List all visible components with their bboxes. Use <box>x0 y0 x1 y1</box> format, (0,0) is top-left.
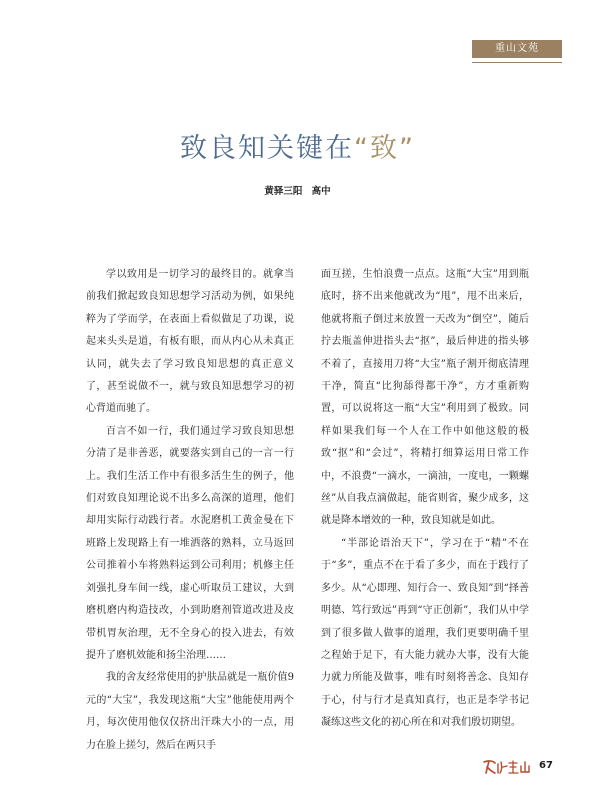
paragraph: “半部论语治天下”，学习在于“精”不在于“多”，重点不在于看了多少，而在于践行了多少。从“心即理、知行合一、致良知”到“择善明德、笃行致远”再到“守正创新”，我们从中学到了很多做人做事的道理，我们更要明确千里之程始于足下，有大能力就办大事，没有大能力就力所能及做事，唯有时刻将善念、良知存于心，付与行才是真知真行，也正是李学书记凝练这些文化的初心所在和对我们殷切期望。 <box>321 537 529 729</box>
article-title <box>0 131 595 167</box>
author-name: 黄驿三阳 <box>264 186 303 197</box>
author-unit: 高中 <box>311 186 331 197</box>
page-number: 67 <box>539 760 553 771</box>
paragraph: 学以致用是一切学习的最终目的。就拿当前我们掀起致良知思想学习活动为例，如果纯粹为了学而学，在表面上看似做足了功课，说起来头头是道，有板有眼，而从内心从未真正认同，就失去了学习致良知思想的真正意义了，甚至说做不一，就与致良知思想学习的初心背道而驰了。 <box>86 269 294 415</box>
author-line <box>0 183 595 197</box>
title-main: 致良知关键在 <box>180 133 354 164</box>
right-column <box>321 264 529 735</box>
section-rule <box>472 62 562 63</box>
title-highlight: “致” <box>354 133 415 164</box>
paragraph: 面互搓，生怕浪费一点点。这瓶“大宝”用到瓶底时，挤不出来他就改为“甩”，甩不出来后，他就将瓶子倒过来放置一天改为“倒空”，随后拧去瓶盖伸进指头去“抠”，最后伸进的指头够不着了，直接用刀将“大宝”瓶子割开彻底清理干净，简直“比狗舔得都干净”，方才重新购置，可以说将这一瓶“大宝”利用到了极致。同样如果我们每一个人在工作中如他这般的极致“抠”和“会过”，将精打细算运用日常工作中，不浪费“一滴水，一滴油，一度电，一颗螺丝”从自我点滴做起，能省则省，聚少成多，这就是降本增效的一种，致良知就是如此。 <box>321 269 529 527</box>
paragraph: 我的舍友经常使用的护肤品就是一瓶价值9元的“大宝”，我发现这瓶“大宝”他能使用两个月，每次使用他仅仅挤出汗珠大小的一点，用力在脸上搓匀，然后在两只手 <box>86 672 294 751</box>
paragraph: 百言不如一行，我们通过学习致良知思想分清了是非善恶，就要落实到自己的一言一行上。我们生活工作中有很多活生生的例子，他们对致良知理论说不出多么高深的道理，他们却用实际行动践行者。水泥磨机工黄金曼在下班路上发现路上有一堆洒落的熟料，立马返回公司推着小车将熟料运到公司利用；机修主任刘强扎身车间一线，虚心听取员工建议，大到磨机磨内构造技改，小到助磨剂管道改进及皮带机胃灰治理，无不全身心的投入进去，有效提升了磨机效能和扬尘治理…… <box>86 425 294 661</box>
magazine-logo <box>481 758 531 776</box>
left-column <box>86 264 294 757</box>
section-label: 重山文苑 <box>472 40 562 58</box>
